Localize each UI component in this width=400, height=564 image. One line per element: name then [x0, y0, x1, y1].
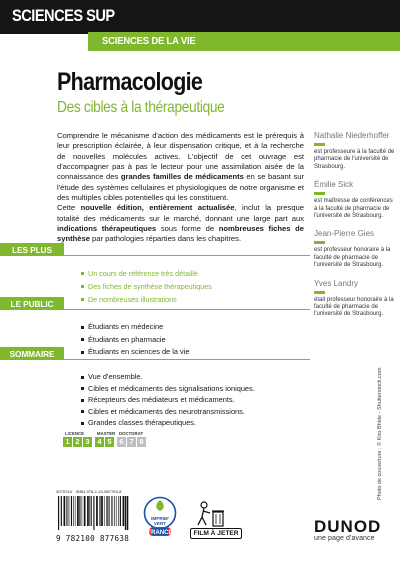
description-paragraph-1: Comprendre le mécanisme d'action des médicaments est le prérequis à leur prescription éclairée, à leur dispensation critique, et à la recherche de nouvelles molécules actives. L'objectif de cet ouvrage est d'accompagner pas à pas le lecteur pour une assimilation aisée de la connaissance des grandes familles de médicaments en se basant sur l'étude des systèmes cellulaires et physiologiques de notre organisme et des multiples cibles potentielles qui les constituent. — [57, 131, 304, 203]
recycle-bin-icon — [190, 499, 242, 529]
authors-column — [314, 131, 396, 328]
author-divider — [314, 241, 325, 244]
description-paragraph-2: Cette nouvelle édition, entièrement actualisée, inclut la presque totalité des médicaments sur le marché, donnant une large part aux indications thérapeutiques sous forme de nombreuses fiches de synthèse par pathologies réparties dans les chapitres. — [57, 203, 305, 244]
imprim-country: FRANCE — [147, 530, 173, 536]
list-item: Cibles et médicaments des signalisations ioniques. — [81, 383, 255, 395]
author-name: Émilie Sick — [314, 180, 354, 190]
collection-name: SCIENCES DE LA VIE — [102, 35, 196, 47]
film-a-jeter-text: FILM À JETER — [190, 528, 242, 539]
author-entry — [314, 180, 396, 220]
level-box: 5 — [105, 437, 114, 447]
level-box: 8 — [137, 437, 146, 447]
author-divider — [314, 192, 325, 195]
list-item: Étudiants en médecine — [81, 321, 189, 334]
les-plus-divider — [64, 255, 310, 256]
list-item: Grandes classes thérapeutiques. — [81, 417, 255, 429]
list-item: Étudiants en pharmacie — [81, 334, 189, 347]
collection-banner — [88, 32, 400, 51]
barcode-number: 9 782100 877638 — [56, 534, 130, 543]
author-divider — [314, 143, 325, 146]
isbn-barcode — [56, 489, 132, 541]
master-label: MASTER — [97, 431, 116, 436]
list-item: Cibles et médicaments des neurotransmissions. — [81, 406, 255, 418]
level-box: 7 — [127, 437, 136, 447]
publisher-name: DUNOD — [314, 517, 382, 536]
isbn-text: 2075744 · ISBN 978-2-10-087763-8 — [56, 489, 122, 494]
author-entry — [314, 229, 396, 269]
cover-photo-credit: Photo de couverture : © Kiro Bhide - Shutterstock.com — [377, 367, 383, 500]
imprim-line-2: VERT — [153, 521, 167, 526]
author-entry — [314, 279, 396, 319]
le-public-divider — [64, 309, 310, 310]
author-name: Yves Landry — [314, 278, 359, 288]
level-box: 1 — [63, 437, 72, 447]
list-item: Des fiches de synthèse thérapeutiques — [81, 280, 212, 293]
author-divider — [314, 291, 325, 294]
doctorat-label: DOCTORAT — [119, 431, 144, 436]
film-a-jeter-logo — [190, 499, 242, 537]
les-plus-list — [81, 267, 212, 306]
barcode-icon — [56, 496, 130, 530]
level-box: 2 — [73, 437, 82, 447]
author-bio: est professeur honoraire à la faculté de pharmacie de l'université de Strasbourg. — [314, 247, 391, 269]
series-banner — [0, 0, 400, 34]
sommaire-list — [81, 371, 255, 429]
le-public-label: LE PUBLIC — [0, 297, 64, 310]
sommaire-divider — [64, 359, 310, 360]
author-name: Nathalie Niederhoffer — [314, 131, 390, 140]
imprim-vert-logo — [143, 494, 177, 540]
level-box: 3 — [83, 437, 92, 447]
list-item: Vue d'ensemble. — [81, 371, 255, 383]
list-item: Un cours de référence très détaillé — [81, 267, 212, 280]
list-item: Récepteurs des médiateurs et médicaments. — [81, 394, 255, 406]
description — [57, 131, 304, 245]
author-bio: était professeur honoraire à la faculté de pharmacie de l'université de Strasbourg. — [314, 296, 394, 318]
list-item: Étudiants en sciences de la vie — [81, 346, 189, 359]
book-title: Pharmacologie — [57, 68, 203, 96]
level-box: 6 — [117, 437, 126, 447]
level-box: 4 — [95, 437, 104, 447]
list-item: De nombreuses illustrations — [81, 293, 212, 306]
author-bio: est maîtresse de conférences à la faculté de pharmacie de l'université de Strasbourg. — [314, 198, 393, 220]
book-subtitle: Des cibles à la thérapeutique — [57, 99, 225, 116]
le-public-list — [81, 321, 189, 359]
imprim-line-1: IMPRIM' — [151, 516, 169, 521]
author-bio: est professeure à la faculté de pharmacie de l'université de Strasbourg. — [314, 149, 395, 170]
publisher-logo — [314, 517, 381, 542]
series-name: SCIENCES SUP — [12, 6, 115, 25]
les-plus-label: LES PLUS — [0, 243, 64, 256]
author-name: Jean-Pierre Gies — [314, 229, 375, 239]
author-entry — [314, 131, 396, 171]
publisher-tagline: une page d'avance — [314, 535, 375, 542]
sommaire-label: SOMMAIRE — [0, 347, 64, 360]
licence-label: LICENCE — [65, 431, 85, 436]
